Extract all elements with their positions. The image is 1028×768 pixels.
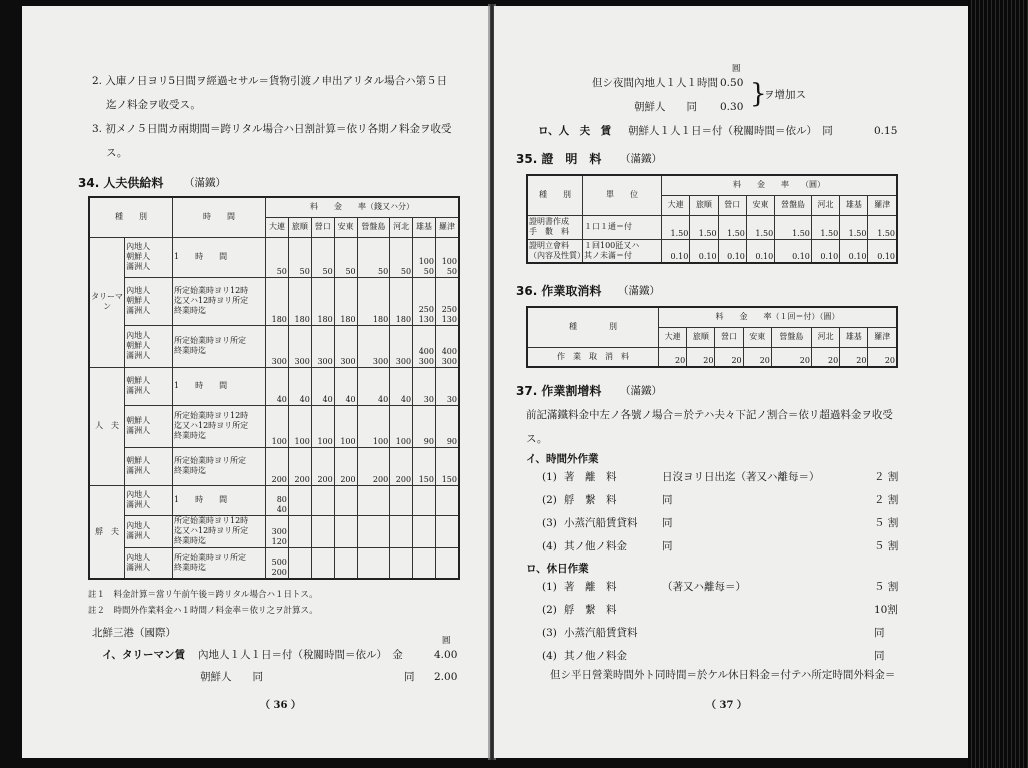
night-value-2: 0.30 xyxy=(720,101,744,113)
t35-value: 0.10 xyxy=(811,239,839,263)
rate-cell: 300 xyxy=(357,325,390,367)
night-text-2: 朝鮮人 同 xyxy=(634,101,697,113)
table-row xyxy=(527,215,897,239)
section-37-text-1: 前記滿鐵料金中左ノ各號ノ場合＝於テハ夫々下記ノ割合＝依リ超過料金ヲ收受 xyxy=(526,409,893,421)
t35-header-rate: 料 金 率 （圓） xyxy=(662,175,898,195)
rate-cell xyxy=(288,485,311,515)
group-label: タリーマン xyxy=(89,237,125,367)
rate-cell xyxy=(435,547,459,579)
night-yen-unit: 圓 xyxy=(732,64,741,74)
labor-table-body xyxy=(89,237,459,579)
rate-cell: 30 xyxy=(413,367,436,405)
header-rate: 料 金 率（錢又ハ分） xyxy=(266,197,460,217)
rate-cell: 40 xyxy=(311,367,334,405)
time-cell: 1 時 間 xyxy=(173,485,266,515)
item-label: 小蒸汽船賃貸料 xyxy=(564,517,638,529)
rate-cell: 90 xyxy=(435,405,459,447)
rate-cell: 80 40 xyxy=(266,485,289,515)
t35-header-kind: 種 別 xyxy=(527,175,583,215)
t35-value: 0.10 xyxy=(746,239,774,263)
rate-cell xyxy=(334,547,357,579)
rate-cell xyxy=(311,515,334,547)
item-rate: 10割 xyxy=(874,604,898,616)
ninpu-label: ロ、人 夫 賃 xyxy=(538,125,612,137)
rate-cell xyxy=(390,515,413,547)
item-rate: ５ 割 xyxy=(874,540,899,552)
t35-unit-cell: １回100瓩又ハ 其ノ未滿＝付 xyxy=(583,239,662,263)
item-no: (3) xyxy=(542,627,557,639)
rate-cell xyxy=(390,485,413,515)
tallyman-same: 同 xyxy=(404,671,415,683)
item-label: 著 離 料 xyxy=(564,471,617,483)
rate-cell: 180 xyxy=(390,277,413,325)
people-cell: 內地人 滿洲人 xyxy=(125,485,173,515)
t36-value: 20 xyxy=(868,347,897,367)
port-header: 大連 xyxy=(662,195,690,215)
rate-cell: 50 xyxy=(334,237,357,277)
t35-value: 1.50 xyxy=(868,215,897,239)
rate-cell xyxy=(288,547,311,579)
section-37-text-2: ス。 xyxy=(526,433,548,445)
time-cell: 所定始業時ヨリ12時 迄又ハ12時ヨリ所定 終業時迄 xyxy=(173,277,266,325)
t36-value: 20 xyxy=(840,347,868,367)
port-header: 大連 xyxy=(266,217,289,237)
rate-cell: 40 xyxy=(390,367,413,405)
rate-cell xyxy=(357,547,390,579)
port-header: 營口 xyxy=(715,327,743,347)
ninpu-text: 朝鮮人１人１日＝付（稅關時間＝依ル） 同 xyxy=(628,125,833,137)
item-note: 同 xyxy=(662,494,673,506)
item-note: 日沒ヨリ日出迄（著又ハ離每＝） xyxy=(662,471,820,483)
section-36-title: 36. 作業取消料 xyxy=(516,284,602,298)
item-no: (3) xyxy=(542,517,557,529)
rate-cell: 30 xyxy=(435,367,459,405)
port-header: 營口 xyxy=(311,217,334,237)
port-header: 雄基 xyxy=(413,217,436,237)
section-37-title: 37. 作業割增料 xyxy=(516,384,602,398)
tallyman-label: イ、タリーマン賃 xyxy=(102,649,186,661)
item-rate: 同 xyxy=(874,627,885,639)
table-row xyxy=(89,485,459,515)
table-row xyxy=(89,405,459,447)
port-header: 羅津 xyxy=(868,195,897,215)
people-cell: 內地人 朝鮮人 滿洲人 xyxy=(125,277,173,325)
section-35-title: 35. 證 明 料 xyxy=(516,152,602,166)
item-label: 其ノ他ノ料金 xyxy=(564,540,627,552)
t35-value: 1.50 xyxy=(811,215,839,239)
t35-unit-cell: １口１通＝付 xyxy=(583,215,662,239)
table-row xyxy=(89,547,459,579)
people-cell: 朝鮮人 滿洲人 xyxy=(125,367,173,405)
table-row xyxy=(527,239,897,263)
people-cell: 內地人 滿洲人 xyxy=(125,515,173,547)
rate-cell xyxy=(288,515,311,547)
rate-cell: 50 xyxy=(390,237,413,277)
tallyman-value-1: 4.00 xyxy=(434,649,458,661)
rate-cell xyxy=(413,485,436,515)
t36-header-rate: 料 金 率（１回＝付）（圓） xyxy=(659,307,898,327)
port-header: 營盤島 xyxy=(775,195,812,215)
item-label: 艀 繋 料 xyxy=(564,494,617,506)
para-2-line-1: 2. 入庫ノ日ヨリ5日間ヲ經過セサル＝貨物引渡ノ申出アリタル場合ハ第５日 xyxy=(92,75,448,87)
t35-value: 0.10 xyxy=(718,239,746,263)
rate-cell xyxy=(435,485,459,515)
port-header: 營盤島 xyxy=(357,217,390,237)
t35-value: 0.10 xyxy=(775,239,812,263)
section-34-note: （滿鐵） xyxy=(184,177,226,189)
t36-header-kind: 種 別 xyxy=(527,307,659,347)
time-cell: 1 時 間 xyxy=(173,367,266,405)
rate-cell: 180 xyxy=(357,277,390,325)
rate-cell: 40 xyxy=(357,367,390,405)
t35-value: 1.50 xyxy=(718,215,746,239)
t36-value: 20 xyxy=(743,347,771,367)
page-edges xyxy=(968,0,1028,768)
table-row xyxy=(89,277,459,325)
yen-unit-label: 圓 xyxy=(442,636,451,646)
header-time: 時 間 xyxy=(173,197,266,237)
tallyman-text: 內地人１人１日＝付（稅關時間＝依ル） 金 xyxy=(198,649,403,661)
rate-cell: 100 50 xyxy=(413,237,436,277)
t35-value: 0.10 xyxy=(662,239,690,263)
rate-cell xyxy=(413,515,436,547)
rate-cell: 500 200 xyxy=(266,547,289,579)
t35-value: 0.10 xyxy=(868,239,897,263)
header-kind: 種 別 xyxy=(89,197,173,237)
time-cell: 所定始業時ヨリ12時 迄又ハ12時ヨリ所定 終業時迄 xyxy=(173,515,266,547)
port-header: 安東 xyxy=(743,327,771,347)
rate-cell: 300 xyxy=(334,325,357,367)
note-1: 註１ 料金計算＝當リ午前午後＝跨リタル場合ハ１日トス。 xyxy=(88,590,318,600)
port-header: 雄基 xyxy=(840,195,868,215)
item-rate: ２ 割 xyxy=(874,471,899,483)
t35-value: 1.50 xyxy=(690,215,718,239)
rate-cell: 100 xyxy=(311,405,334,447)
rate-cell: 300 xyxy=(390,325,413,367)
rate-cell: 200 xyxy=(266,447,289,485)
table-row xyxy=(89,237,459,277)
port-header: 旅順 xyxy=(690,195,718,215)
port-header: 羅津 xyxy=(435,217,459,237)
overtime-title: イ、時間外作業 xyxy=(526,453,599,465)
rate-cell: 90 xyxy=(413,405,436,447)
para-3-line-1: 3. 初メノ５日間カ兩期間＝跨リタル場合ハ日割計算＝依リ各期ノ料金ヲ收受 xyxy=(92,123,452,135)
rate-cell: 200 xyxy=(357,447,390,485)
rate-cell: 50 xyxy=(311,237,334,277)
page-number-37: （ 37 ） xyxy=(706,700,747,711)
t35-header-unit: 單 位 xyxy=(583,175,662,215)
table-row xyxy=(89,447,459,485)
table-row xyxy=(89,515,459,547)
t35-value: 1.50 xyxy=(746,215,774,239)
people-cell: 內地人 滿洲人 xyxy=(125,547,173,579)
item-label: 小蒸汽船賃貸料 xyxy=(564,627,638,639)
people-cell: 內地人 朝鮮人 滿洲人 xyxy=(125,237,173,277)
rate-cell: 40 xyxy=(288,367,311,405)
t36-value: 20 xyxy=(659,347,687,367)
time-cell: 所定始業時ヨリ所定 終業時迄 xyxy=(173,447,266,485)
table-row xyxy=(89,367,459,405)
t36-value: 20 xyxy=(771,347,811,367)
para-2-line-2: 迄ノ料金ヲ收受ス。 xyxy=(106,99,201,111)
t35-value: 0.10 xyxy=(840,239,868,263)
item-note: 同 xyxy=(662,517,673,529)
port-header: 河北 xyxy=(811,327,839,347)
rate-cell: 100 xyxy=(390,405,413,447)
t36-value: 20 xyxy=(811,347,839,367)
port-header: 營盤島 xyxy=(771,327,811,347)
time-cell: 1 時 間 xyxy=(173,237,266,277)
rate-cell: 50 xyxy=(288,237,311,277)
rate-cell: 250 130 xyxy=(413,277,436,325)
item-rate: ５ 割 xyxy=(874,581,899,593)
item-no: (1) xyxy=(542,471,557,483)
t35-kind-cell: 證明立會料 （內容及性質） xyxy=(527,239,583,263)
item-no: (4) xyxy=(542,540,557,552)
group-label: 艀 夫 xyxy=(89,485,125,579)
item-label: 著 離 料 xyxy=(564,581,617,593)
rate-cell: 200 xyxy=(288,447,311,485)
t36-value: 20 xyxy=(687,347,715,367)
rate-cell: 180 xyxy=(288,277,311,325)
rate-cell xyxy=(413,547,436,579)
people-cell: 朝鮮人 滿洲人 xyxy=(125,447,173,485)
rate-cell: 180 xyxy=(311,277,334,325)
rate-cell: 400 300 xyxy=(435,325,459,367)
item-no: (1) xyxy=(542,581,557,593)
time-cell: 所定始業時ヨリ12時 迄又ハ12時ヨリ所定 終業時迄 xyxy=(173,405,266,447)
port-header: 大連 xyxy=(659,327,687,347)
t35-value: 1.50 xyxy=(775,215,812,239)
rate-cell: 250 130 xyxy=(435,277,459,325)
section-34-title: 34. 人夫供給料 xyxy=(78,176,164,190)
port-header: 旅順 xyxy=(687,327,715,347)
rate-cell xyxy=(390,547,413,579)
note-2: 註２ 時間外作業料金ハ１時間ノ料金率＝依リ之ヲ計算ス。 xyxy=(88,606,318,616)
item-note: （著又ハ離每＝） xyxy=(662,581,746,593)
rate-cell xyxy=(334,485,357,515)
rate-cell: 150 xyxy=(413,447,436,485)
last-line: 但シ平日營業時間外ト同時間＝於ケル休日料金＝付テハ所定時間外料金＝ xyxy=(550,669,896,681)
rate-cell: 100 50 xyxy=(435,237,459,277)
port-header: 營口 xyxy=(718,195,746,215)
right-page xyxy=(494,6,968,758)
item-note: 同 xyxy=(662,540,673,552)
rate-cell xyxy=(357,515,390,547)
rate-cell: 200 xyxy=(390,447,413,485)
t36-value: 20 xyxy=(715,347,743,367)
section-37-note: （滿鐵） xyxy=(620,385,662,397)
port-header: 雄基 xyxy=(840,327,868,347)
tallyman-text-2: 朝鮮人 同 xyxy=(200,671,263,683)
port-header: 河北 xyxy=(811,195,839,215)
port-header: 旅順 xyxy=(288,217,311,237)
port-header: 河北 xyxy=(390,217,413,237)
t35-value: 1.50 xyxy=(662,215,690,239)
item-rate: 同 xyxy=(874,650,885,662)
rate-cell xyxy=(357,485,390,515)
item-no: (4) xyxy=(542,650,557,662)
rate-cell xyxy=(311,485,334,515)
rate-cell xyxy=(311,547,334,579)
time-cell: 所定始業時ヨリ所定 終業時迄 xyxy=(173,547,266,579)
people-cell: 朝鮮人 滿洲人 xyxy=(125,405,173,447)
section-35-note: （滿鐵） xyxy=(620,153,662,165)
port-header: 安東 xyxy=(746,195,774,215)
rate-cell: 300 120 xyxy=(266,515,289,547)
item-no: (2) xyxy=(542,604,557,616)
port-header: 羅津 xyxy=(868,327,897,347)
rate-cell: 300 xyxy=(288,325,311,367)
rate-cell: 180 xyxy=(266,277,289,325)
item-label: 艀 繋 料 xyxy=(564,604,617,616)
people-cell: 內地人 朝鮮人 滿洲人 xyxy=(125,325,173,367)
t35-value: 0.10 xyxy=(690,239,718,263)
rate-cell xyxy=(334,515,357,547)
certificate-fee-table xyxy=(526,174,898,264)
north-ports-title: 北鮮三港（國際） xyxy=(92,627,176,639)
rate-cell: 100 xyxy=(334,405,357,447)
tallyman-value-2: 2.00 xyxy=(434,671,458,683)
rate-cell: 100 xyxy=(266,405,289,447)
rate-cell: 40 xyxy=(334,367,357,405)
night-suffix: ヲ增加ス xyxy=(764,89,806,101)
night-value-1: 0.50 xyxy=(720,77,744,89)
page-number-36: （ 36 ） xyxy=(260,700,301,711)
rate-cell: 400 300 xyxy=(413,325,436,367)
rate-cell: 300 xyxy=(266,325,289,367)
rate-cell: 40 xyxy=(266,367,289,405)
rate-cell: 100 xyxy=(357,405,390,447)
t35-kind-cell: 證明書作成 手 數 料 xyxy=(527,215,583,239)
group-label: 人 夫 xyxy=(89,367,125,485)
para-3-line-2: ス。 xyxy=(106,147,128,159)
rate-cell: 180 xyxy=(334,277,357,325)
section-36-note: （滿鐵） xyxy=(618,285,660,297)
ninpu-value: 0.15 xyxy=(874,125,898,137)
holiday-title: ロ、休日作業 xyxy=(526,563,589,575)
rate-cell: 200 xyxy=(311,447,334,485)
rate-cell: 100 xyxy=(288,405,311,447)
t36-row-label: 作 業 取 消 料 xyxy=(527,347,659,367)
brace-glyph: } xyxy=(750,79,767,109)
item-no: (2) xyxy=(542,494,557,506)
t35-body xyxy=(527,215,897,263)
rate-cell xyxy=(435,515,459,547)
item-label: 其ノ他ノ料金 xyxy=(564,650,627,662)
time-cell: 所定始業時ヨリ所定 終業時迄 xyxy=(173,325,266,367)
labor-rate-table xyxy=(88,196,460,580)
table-row xyxy=(89,325,459,367)
t35-value: 1.50 xyxy=(840,215,868,239)
cancellation-fee-table xyxy=(526,306,898,368)
rate-cell: 50 xyxy=(357,237,390,277)
rate-cell: 300 xyxy=(311,325,334,367)
item-rate: ５ 割 xyxy=(874,517,899,529)
rate-cell: 50 xyxy=(266,237,289,277)
night-text-1: 但シ夜間內地人１人１時間 xyxy=(592,77,718,89)
item-rate: ２ 割 xyxy=(874,494,899,506)
rate-cell: 150 xyxy=(435,447,459,485)
rate-cell: 200 xyxy=(334,447,357,485)
left-page xyxy=(22,6,490,758)
port-header: 安東 xyxy=(334,217,357,237)
